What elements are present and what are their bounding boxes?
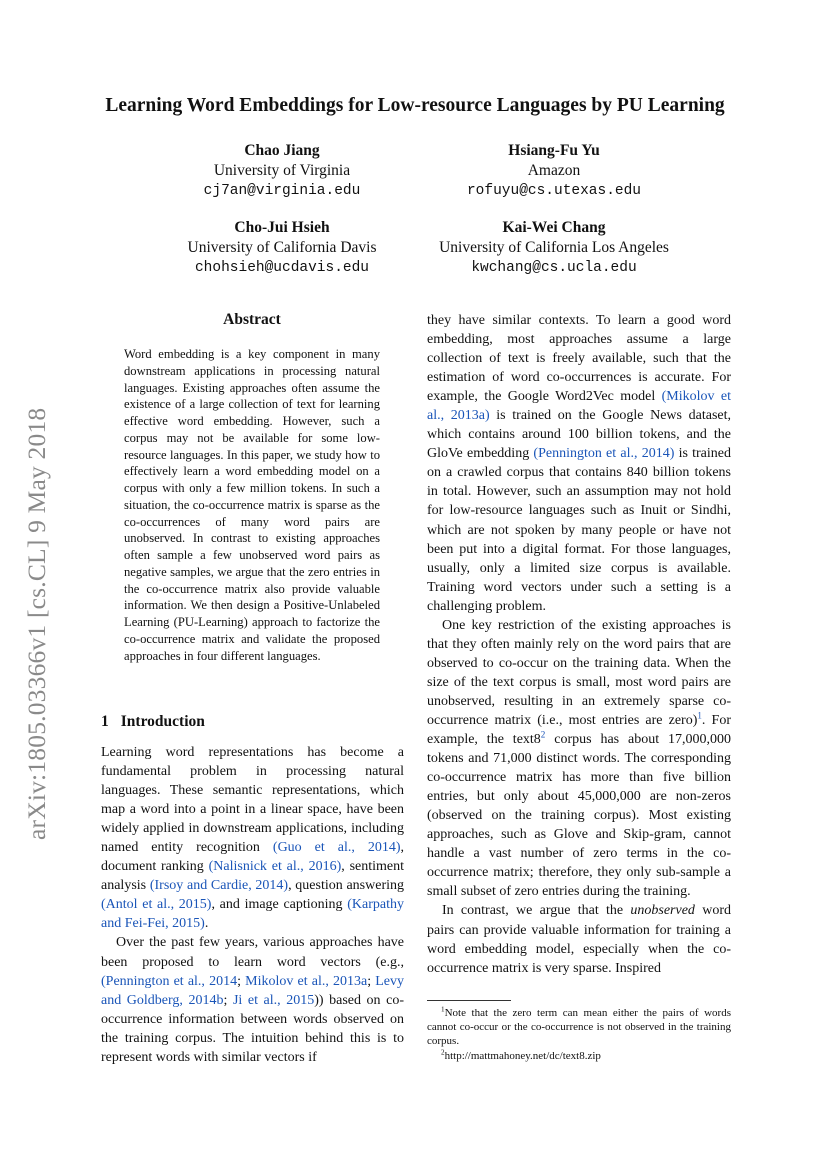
citation-link[interactable]: (Guo et al., 2014) bbox=[272, 840, 401, 856]
author-email: kwchang@cs.ucla.edu bbox=[471, 260, 637, 276]
paragraph-text: Over the past few years, various approaches have been proposed to learn word vectors (e.g., bbox=[101, 935, 404, 970]
paragraph-text: . bbox=[204, 916, 209, 932]
paragraph bbox=[427, 901, 731, 977]
footnote-text: Note that the zero term can mean either the pairs of words cannot co-occur or the co-occurrence is not observed in the training corpus. bbox=[427, 1007, 731, 1047]
paragraph-text: , document ranking bbox=[101, 840, 404, 875]
author-email: cj7an@virginia.edu bbox=[203, 183, 361, 199]
paragraph-text: One key restriction of the existing approaches is that they often mainly rely on the word pairs that are observed to co-occur on the training data. When the size of the text corpus is small, most word pairs are unobserved, resulting in an extremely sparse co-occurrence matrix (i.e., most entries are zero) bbox=[427, 617, 731, 728]
paragraph bbox=[427, 616, 731, 902]
paragraph-text: corpus has about 17,000,000 tokens and 71,000 distinct words. The corresponding co-occurrence matrix has more than five billion entries, but only about 45,000,000 are non-zeros (observed on the training corpus). Most existing approaches, such as Glove and Skip-gram, cannot handle a vast number of zero terms in the co-occurrence matrix; therefore, they only sub-sample a small subset of zero entries during the training. bbox=[427, 732, 731, 900]
citation-link[interactable]: Levy and Goldberg, 2014b bbox=[101, 973, 405, 1008]
citation-link[interactable]: (Pennington et al., 2014) bbox=[533, 446, 675, 462]
paragraph-text: word pairs can provide valuable information for training a word embedding model, especially when the co-occurrence matrix is very sparse. Inspired bbox=[427, 903, 731, 976]
paragraph-text: , and image captioning bbox=[211, 897, 348, 913]
footnote bbox=[427, 1049, 731, 1063]
paragraph-text: )) based on co-occurrence information between words observed on the training corpus. The intuition behind this is to represent words with similar vectors if bbox=[101, 992, 405, 1065]
author-block bbox=[132, 141, 432, 201]
citation-link[interactable]: (Karpathy and Fei-Fei, 2015) bbox=[101, 897, 404, 932]
arxiv-stamp-text: arXiv:1805.03366v1 [cs.CL] 9 May 2018 bbox=[22, 407, 51, 840]
author-block bbox=[404, 141, 704, 201]
section-heading bbox=[101, 713, 205, 731]
paragraph-text: is trained on a crawled corpus that contains 840 billion tokens in total. However, such an assumption may not hold for low-resource languages such as Inuit or Sindhi, which are not spoken by many people or have not been put into a digital format. For those languages, usually, only a limited size corpus is available. Training word vectors under such a setting is a challenging problem. bbox=[427, 446, 731, 614]
footnote bbox=[427, 1006, 731, 1048]
author-affiliation: Amazon bbox=[527, 162, 581, 179]
paragraph bbox=[101, 933, 404, 1066]
author-email: chohsieh@ucdavis.edu bbox=[194, 260, 370, 276]
author-name: Chao Jiang bbox=[244, 142, 320, 159]
author-name: Kai-Wei Chang bbox=[502, 219, 606, 236]
citation-link[interactable]: (Nalisnick et al., 2016) bbox=[208, 859, 342, 875]
footnote-mark: 1 bbox=[441, 1005, 445, 1014]
left-column bbox=[101, 743, 404, 1067]
author-affiliation: University of California Los Angeles bbox=[439, 239, 669, 256]
citation-link[interactable]: (Irsoy and Cardie, 2014) bbox=[149, 878, 289, 894]
section-title: Introduction bbox=[120, 713, 205, 730]
paragraph-continued bbox=[427, 311, 731, 616]
paragraph-text: ; bbox=[237, 973, 246, 989]
footnote-mark: 2 bbox=[441, 1048, 445, 1057]
abstract-heading: Abstract bbox=[223, 311, 281, 328]
author-affiliation: University of California Davis bbox=[187, 239, 377, 256]
footnote-text: http://mattmahoney.net/dc/text8.zip bbox=[444, 1050, 601, 1062]
author-affiliation: University of Virginia bbox=[213, 162, 351, 179]
paragraph-text: Learning word representations has become a fundamental problem in processing natural languages. These semantic representations, which map a word into a point in a linear space, have been widely applied in downstream applications, including named entity recognition bbox=[101, 745, 404, 856]
emphasis: unobserved bbox=[630, 903, 695, 919]
author-email: rofuyu@cs.utexas.edu bbox=[466, 183, 642, 199]
paragraph-text: , question answering bbox=[288, 878, 404, 894]
citation-link[interactable]: Ji et al., 2015 bbox=[232, 992, 315, 1008]
paragraph bbox=[101, 743, 404, 933]
paragraph-text: is trained on the Google News dataset, which contains around 100 billion tokens, and the GloVe embedding bbox=[427, 408, 731, 462]
author-name: Hsiang-Fu Yu bbox=[508, 142, 600, 159]
citation-link[interactable]: (Mikolov et al., 2013a) bbox=[427, 389, 731, 424]
citation-link[interactable]: (Pennington et al., 2014 bbox=[101, 973, 238, 989]
footnotes bbox=[427, 1006, 731, 1064]
footnote-divider bbox=[427, 1000, 511, 1001]
paper-title: Learning Word Embeddings for Low-resource Languages by PU Learning bbox=[105, 95, 725, 116]
paragraph-text: , sentiment analysis bbox=[101, 859, 404, 894]
citation-link[interactable]: Mikolov et al., 2013a bbox=[245, 973, 368, 989]
section-number: 1 bbox=[101, 713, 109, 730]
paragraph-text: they have similar contexts. To learn a good word embedding, most approaches assume a large collection of text is freely available, such that the estimation of word co-occurrences is accurate. For example, the Google Word2Vec model bbox=[427, 313, 731, 405]
abstract-text: Word embedding is a key component in many downstream applications in processing natural languages. Existing approaches often assume the existence of a large collection of text for learning effective word embedding. However, such a corpus may not be available for some low-resource languages. In this paper, we study how to effectively learn a word embedding model on a corpus with only a few million tokens. In such a situation, the co-occurrence matrix is sparse as the co-occurrences of many word pairs are unobserved. In contrast to existing approaches often sample a few unobserved word pairs as negative samples, we argue that the zero entries in the co-occurrence matrix also provide valuable information. We then design a Positive-Unlabeled Learning (PU-Learning) approach to factorize the co-occurrence matrix and validate the proposed approaches in four different languages. bbox=[124, 347, 380, 663]
paragraph-text: ; bbox=[367, 973, 376, 989]
author-block bbox=[404, 218, 704, 278]
citation-link[interactable]: (Antol et al., 2015) bbox=[101, 897, 212, 913]
author-block bbox=[132, 218, 432, 278]
paragraph-text: ; bbox=[223, 992, 233, 1008]
footnote-marker[interactable]: 2 bbox=[540, 729, 546, 740]
footnote-marker[interactable]: 1 bbox=[697, 710, 702, 721]
paragraph-text: In contrast, we argue that the bbox=[442, 903, 631, 919]
author-name: Cho-Jui Hsieh bbox=[234, 219, 330, 236]
paragraph-text: . For example, the text8 bbox=[427, 712, 731, 748]
right-column bbox=[427, 311, 731, 978]
